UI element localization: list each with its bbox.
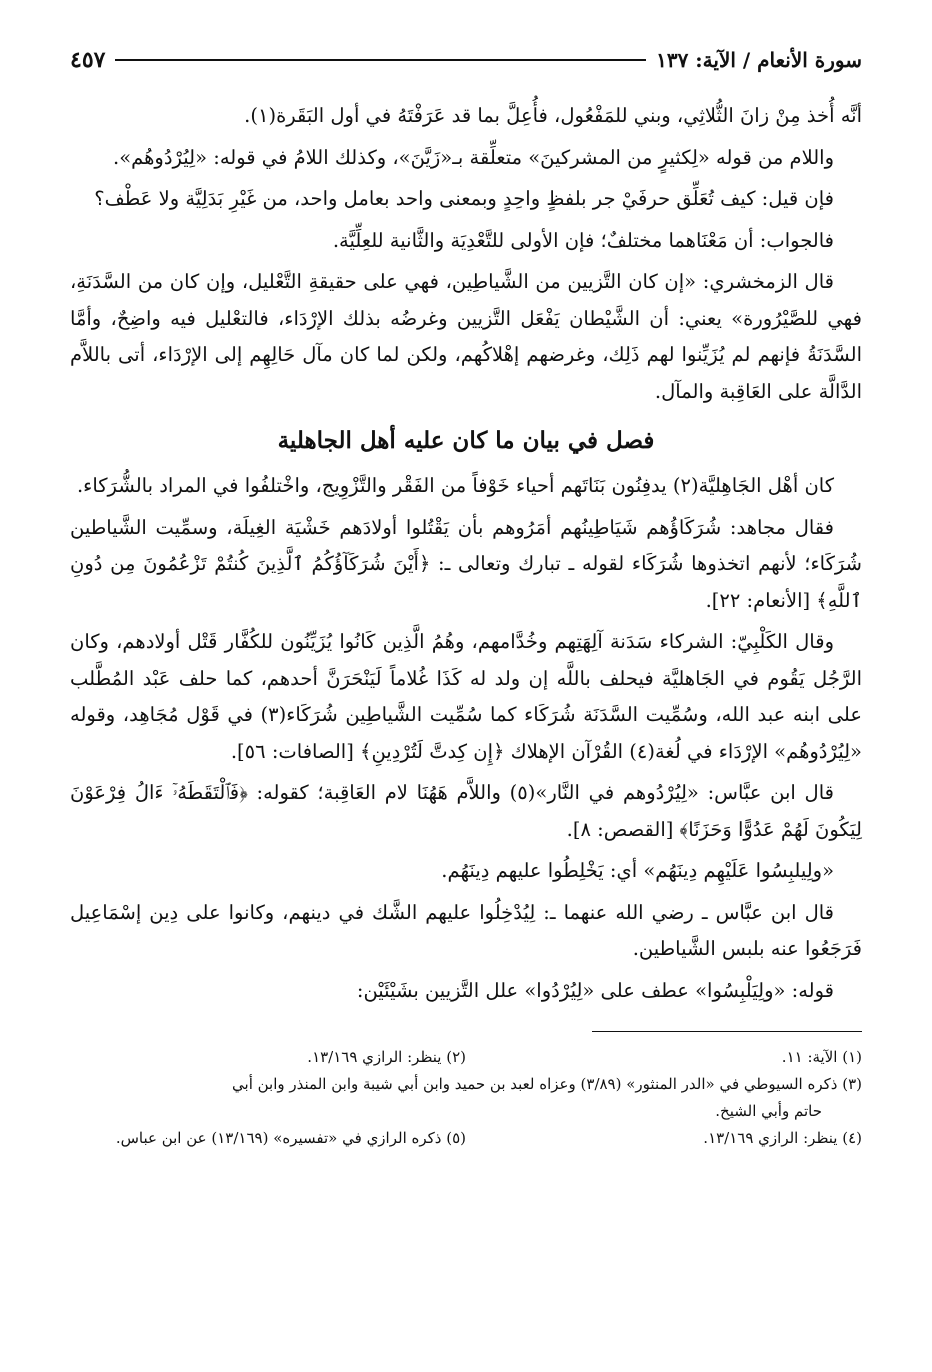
- paragraph: واللام من قوله «لِكثيرٍ من المشركينَ» متعلِّقة بـ«زَيَّنَ»، وكذلك اللامُ في قوله: «لِيُرْدُوهُم».: [113, 145, 834, 169]
- paragraph: قال ابن عبَّاس: «لِيُرْدُوهم في النَّار»(٥) واللاَّم هَهُنَا لام العَاقِبة؛ كقوله: ﴿فَٱلْتَقَطَهُۥٓ ءَالُ فِرْعَوْنَ لِيَكُونَ لَهُمْ عَدُوًّا وَحَزَنًا﴾ [القصص: ٨].: [70, 781, 862, 841]
- paragraph: أنَّه أُخذ مِنْ زانَ الثُّلاثِي، وبني للمَفْعُول، فأُعِلَّ بما قد عَرَفْتَهُ في أول البَقَرة(١).: [244, 104, 862, 127]
- header-rule: [115, 59, 646, 61]
- footnote-3: (٣) ذكره السيوطي في «الدر المنثور» (٣/٨٩) وعزاه لعبد بن حميد وابن أبي شيبة وابن المنذر وابن أبي: [232, 1075, 862, 1093]
- paragraph: قال الزمخشري: «إن كان التَّزيين من الشَّياطِين، فهي على حقيقةِ التَّعْليل، وإن كان من السَّدَنَةِ، فهي للصَّيْرُورة» يعني: أن الشَّيْطان يَفْعَل التَّزيين وغرضُه بذلك الإرْدَاء، فالتعْليل فيه واضِحٌ، وأمَّا السَّدَنَةُ فإنهم لم يُزَيِّنوا لهم ذَلِك، وغرضهم إهْلاكُهم، ولكن لما كان مآل حَالِهِم إلى الإرْدَاء، أتى باللاَّم الدَّالَّة على العَاقِبة والمآل.: [70, 270, 862, 403]
- paragraph: قوله: «ولِيَلْبِسُوا» عطف على «لِيُرْدُوا» علل التَّزيين بشَيْئَيْن:: [356, 978, 834, 1002]
- paragraph: فإن قيل: كيف تُعَلِّق حرفَيْ جر بلفظٍ واحِدٍ وبمعنى واحد بعامل واحد، من غَيْرِ بَدَلِيَّة ولا عَطْف؟: [94, 187, 834, 210]
- paragraph: «ولِيلبِسُوا عَلَيْهِم دِينَهُم» أي: يَخْلِطُوا عليهم دِينَهُم.: [441, 859, 834, 882]
- footnote-3-continued: حاتم وأبي الشيخ.: [715, 1102, 822, 1120]
- paragraph: فالجواب: أن مَعْنَاهما مختلفٌ؛ فإن الأولى للتَّعْدِيَة والثَّانية للعِلِّيَّة.: [332, 228, 834, 252]
- paragraph: وقال الكَلْبِيّ: الشركاء سَدَنة آلِهَتِهم وخُدَّامهم، وهُمُ الَّذِين كَانُوا يُزَيِّنُون للكُفَّار قَتْل أولادهم، وكان الرَّجُل يَقُوم في الجَاهليَّة فيحلف باللَّه إن ولد له كَذَا غُلاماً لَيَنْحَرَنَّ أحدهم، كما حلف عَبْد المُطَّلب على ابنه عبد الله، وسُمِّيت السَّدَنَة شُرَكَاء كما سُمِّيت الشَّياطِين شُرَكَاء(٣) في قَوْل مُجَاهِد، وقوله «لِيُرْدُوهُم» الإرْدَاء في لُغة(٤) القُرْآن الإهلاك ﴿إِن كِدتَّ لَتُرْدِينِ﴾ [الصافات: ٥٦].: [70, 630, 862, 763]
- page: [70, 38, 862, 1152]
- paragraph: فقال مجاهد: شُرَكَاؤُهم شَيَاطِينُهم أمَرُوهم بأن يَقْتُلوا أولادَهم خَشْيَة الغِيلَة، وسمِّيت الشَّياطين شُرَكَاء؛ لأنهم اتخذوها شُرَكَاء لقوله ـ تبارك وتعالى ـ: ﴿أَيْنَ شُرَكَآؤُكُمُ ٱلَّذِينَ كُنتُمْ تَزْعُمُونَ مِن دُونِ ٱللَّهِ﴾ [الأنعام: ٢٢].: [70, 515, 862, 612]
- section-heading: فصل في بيان ما كان عليه أهل الجاهلية: [277, 427, 655, 454]
- footnote-5: (٥) ذكره الرازي في «تفسيره» (١٣/١٦٩) عن ابن عباس.: [115, 1129, 466, 1147]
- paragraph: كان أهْل الجَاهِليَّة(٢) يدفِنُون بَنَاتَهم أحياء خَوْفاً من الفَقْر والتَّزْوِيج، واخْتلفُوا في المراد بالشُّرَكاء.: [76, 474, 834, 497]
- paragraph: قال ابن عبَّاس ـ رضي الله عنهما ـ: لِيُدْخِلُوا عليهم الشَّك في دينهم، وكانوا على دِين إسْمَاعِيل فَرَجَعُوا عنه بلبس الشَّياطين.: [70, 900, 862, 960]
- footnote-row: [70, 1071, 862, 1098]
- main-text: [70, 98, 862, 1009]
- running-title: سورة الأنعام / الآية: ١٣٧: [656, 48, 862, 72]
- footnote-row: [70, 1098, 862, 1125]
- page-number: ٤٥٧: [70, 47, 106, 73]
- footnote-1: (١) الآية: ١١.: [781, 1048, 862, 1066]
- footnote-row: [70, 1125, 862, 1152]
- footnote-4: (٤) ينظر: الرازي ١٣/١٦٩.: [703, 1129, 862, 1147]
- footnote-2: (٢) ينظر: الرازي ١٣/١٦٩.: [307, 1048, 466, 1066]
- footnote-row: [70, 1044, 862, 1071]
- footnote-separator: [592, 1031, 862, 1032]
- page-header: [70, 38, 862, 82]
- footnotes: [70, 1044, 862, 1152]
